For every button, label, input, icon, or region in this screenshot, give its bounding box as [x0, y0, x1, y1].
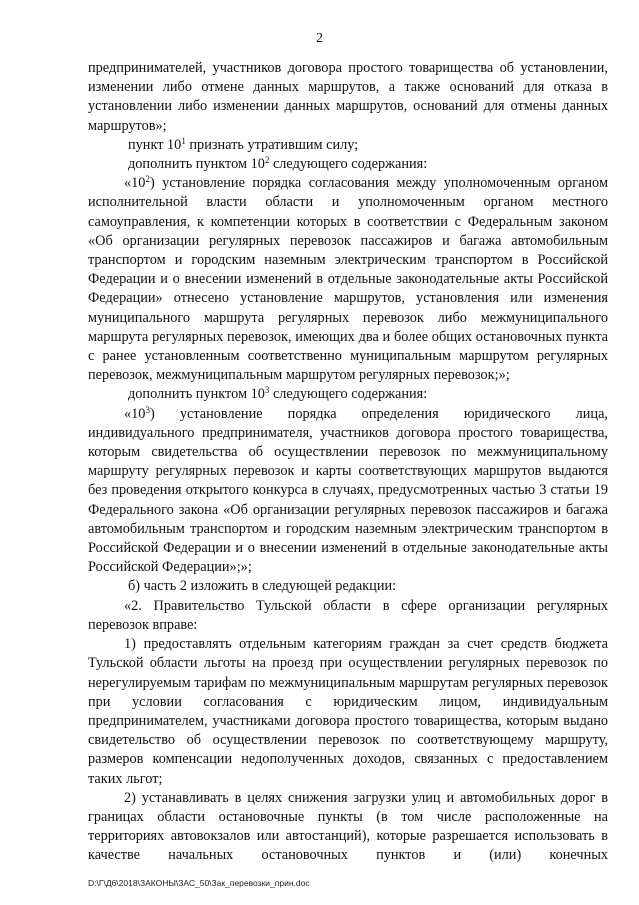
paragraph [88, 155, 608, 174]
paragraph [88, 577, 608, 596]
page-number: 2 [316, 31, 323, 46]
paragraph-text: ) установление порядка определения юридического лица, индивидуального предпринимателя, участников договора простого товарищества, которым свидетельства об осуществлении перевозок по межмуниципальному маршруту регулярных перевозок и карты соответствующих маршрутов выдаются без проведения открытого конкурса в случаях, предусмотренных частью 3 статьи 19 Федерального закона «Об организации регулярных перевозок пассажиров и багажа автомобильным транспортом и городским наземным электрическим транспортом в Российской Федерации и о внесении изменений в отдельные законодательные акты Российской Федерации»;»; [88, 405, 608, 576]
superscript: 3 [264, 385, 270, 396]
paragraph [88, 635, 608, 789]
paragraph [88, 597, 608, 635]
superscript: 1 [181, 135, 186, 146]
paragraph-text: «10 [124, 405, 146, 422]
paragraph-text: дополнить пунктом 10 [128, 156, 265, 173]
paragraph-text: признать утратившим силу; [185, 136, 359, 153]
file-path-footer: D:\Г\Д6\2018\ЗАКОНЫ\ЗАС_50\Зак_перевозки_прин.doc [88, 878, 310, 888]
paragraph-text: «2. Правительство Тульской области в сфере организации регулярных перевозок вправе: [88, 597, 608, 633]
paragraph-text: б) часть 2 изложить в следующей редакции: [128, 578, 397, 595]
paragraph-text: предпринимателей, участников договора простого товарищества об установлении, изменении либо отмене данных маршрутов, а также оснований для отказа в установлении либо изменении данных маршрутов, оснований для отмены данных маршрутов»; [88, 60, 608, 134]
paragraph [88, 405, 608, 578]
paragraph-text: ) установление порядка согласования между уполномоченным органом исполнительной власти области и уполномоченным органом местного самоуправления, к компетенции которых в соответствии с Федеральным законом «Об организации регулярных перевозок пассажиров и багажа автомобильным транспортом и городским наземным электрическим транспортом в Российской Федерации и о внесении изменений в отдельные законодательные акты Российской Федерации» отнесено установление маршрутов, установления или изменения муниципального маршрута регулярных перевозок либо межмуниципального маршрута регулярных перевозок, имеющих два и более общих остановочных пункта с ранее установленным соответственно муниципальным маршрутом регулярных перевозок, межмуниципальным маршрутом регулярных перевозок;»; [88, 175, 608, 384]
paragraph-text: «10 [124, 175, 146, 192]
paragraph [88, 789, 608, 866]
paragraph-text: следующего содержания: [269, 156, 428, 173]
paragraph [88, 385, 608, 404]
paragraph-text: 1) предоставлять отдельным категориям граждан за счет средств бюджета Тульской области льготы на проезд при осуществлении регулярных перевозок по нерегулируемым тарифам по межмуниципальным маршрутам регулярных перевозок при условии согласования с юридическим лицом, индивидуальным предпринимателем, участниками договора простого товарищества, которым выдано свидетельство об осуществлении перевозок по соответствующему маршруту, размеров компенсации недополученных доходов, связанных с предоставлением таких льгот; [88, 636, 608, 787]
superscript: 2 [264, 155, 270, 166]
paragraph [88, 59, 608, 136]
superscript: 3 [145, 404, 150, 415]
document-body [88, 59, 608, 866]
superscript: 2 [145, 174, 150, 185]
paragraph-text: дополнить пунктом 10 [128, 386, 265, 403]
paragraph-text: 2) устанавливать в целях снижения загрузки улиц и автомобильных дорог в границах области остановочные пункты (в том числе расположенные на территориях автовокзалов или автостанций), которые разрешается использовать в качестве начальных остановочных пунктов и (или) конечных [88, 789, 608, 864]
paragraph-text: следующего содержания: [269, 386, 428, 403]
paragraph [88, 136, 608, 155]
paragraph [88, 174, 608, 385]
paragraph-text: пункт 10 [128, 136, 182, 153]
